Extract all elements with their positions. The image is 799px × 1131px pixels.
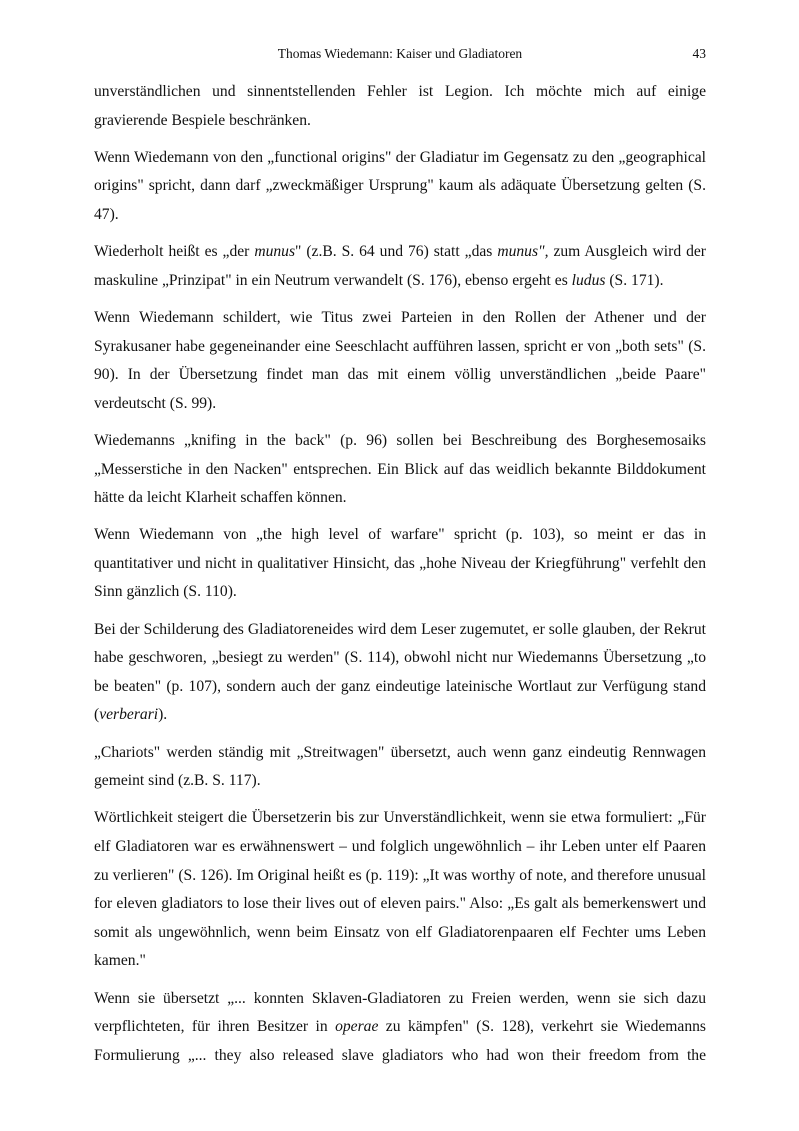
italic-term: operae [335,1018,379,1036]
running-title: Thomas Wiedemann: Kaiser und Gladiatoren [277,46,523,61]
text: Wenn Wiedemann von „the high level of warfare" spricht (p. 103), so meint er das in quantitativer und nicht in qualitativer Hinsicht, das „hohe Niveau der Kriegführung" verfehlt den Sinn gänzlich (S. 110). [94,526,706,601]
italic-term: munus", [497,243,549,261]
page-number: 43 [692,46,706,61]
text: Wenn sie übersetzt „... konnten Sklaven-Gladiatoren zu Freien werden, wenn sie sich dazu verpflichteten, für ihren Besitzer in [94,989,706,1036]
text: Wiederholt heißt es „der [94,243,255,261]
paragraph [94,144,706,230]
text: Wenn Wiedemann von den „functional origins" der Gladiatur im Gegensatz zu den „geographical origins" spricht, dann darf „zweckmäßiger Ursprung" kaum als adäquate Übersetzung gelten (S. 47). [94,148,706,223]
text: „Chariots" werden ständig mit „Streitwagen" übersetzt, auch wenn ganz eindeutig Rennwagen gemeint sind (z.B. S. 117). [94,743,706,790]
text: Wörtlichkeit steigert die Übersetzerin bis zur Unverständlichkeit, wenn sie etwa formuliert: „Für elf Gladiatoren war es erwähnenswert – und folglich ungewöhnlich – ihr Leben unter elf Paaren zu verlieren" (S. 126). Im Original heißt es (p. 119): „It was worthy of note, and therefore unusual for eleven gladiators to lose their lives out of eleven pairs." Also: „Es galt als bemerkenswert und somit als ungewöhnlich, wenn beim Einsatz von elf Gladiatorenpaaren elf Fechter ums Leben kamen." [94,809,706,970]
paragraph [94,804,706,976]
text: (S. 171). [605,271,664,289]
paragraph [94,739,706,796]
paragraph [94,427,706,513]
paragraph [94,616,706,730]
text: Bei der Schilderung des Gladiatoreneides wird dem Leser zugemutet, er solle glauben, der Rekrut habe geschworen, „besiegt zu werden" (S. 114), obwohl nicht nur Wiedemanns Übersetzung „to be beaten" (p. 107), sondern auch der ganz eindeutige lateinische Wortlaut zur Verfügung stand ( [94,620,706,724]
paragraph [94,78,706,135]
paragraph [94,238,706,295]
paragraph [94,304,706,418]
text: zum Ausgleich wird der maskuline „Prinzipat" in ein Neutrum verwandelt (S. 176), ebenso ergeht es [94,243,706,289]
paragraph [94,521,706,607]
page-body [94,78,706,1079]
text: " (z.B. S. 64 und 76) statt „das [295,243,498,261]
italic-term: ludus [571,271,606,289]
text: Wiedemanns „knifing in the back" (p. 96) sollen bei Beschreibung des Borghesemosaiks „Messerstiche in den Nacken" entsprechen. Ein Blick auf das weidlich bekannte Bilddokument hätte da leicht Klarheit schaffen können. [94,431,706,507]
text: Wenn Wiedemann schildert, wie Titus zwei Parteien in den Rollen der Athener und der Syrakusaner habe gegeneinander eine Seeschlacht aufführen lassen, spricht er von „both sets" (S. 90). In der Übersetzung findet man das mit einem völlig unverständlichen „beide Paare" verdeutscht (S. 99). [94,308,706,412]
italic-term: verberari [99,706,159,724]
text: ). [158,706,168,724]
paragraph [94,985,706,1071]
text: zu kämpfen" (S. 128), verkehrt sie Wiedemanns Formulierung „... they also released slave gladiators who had won their freedom from the [94,1018,707,1064]
italic-term: munus [254,243,296,261]
text: unverständlichen und sinnentstellenden Fehler ist Legion. Ich möchte mich auf einige gravierende Bespiele beschränken. [94,83,706,129]
